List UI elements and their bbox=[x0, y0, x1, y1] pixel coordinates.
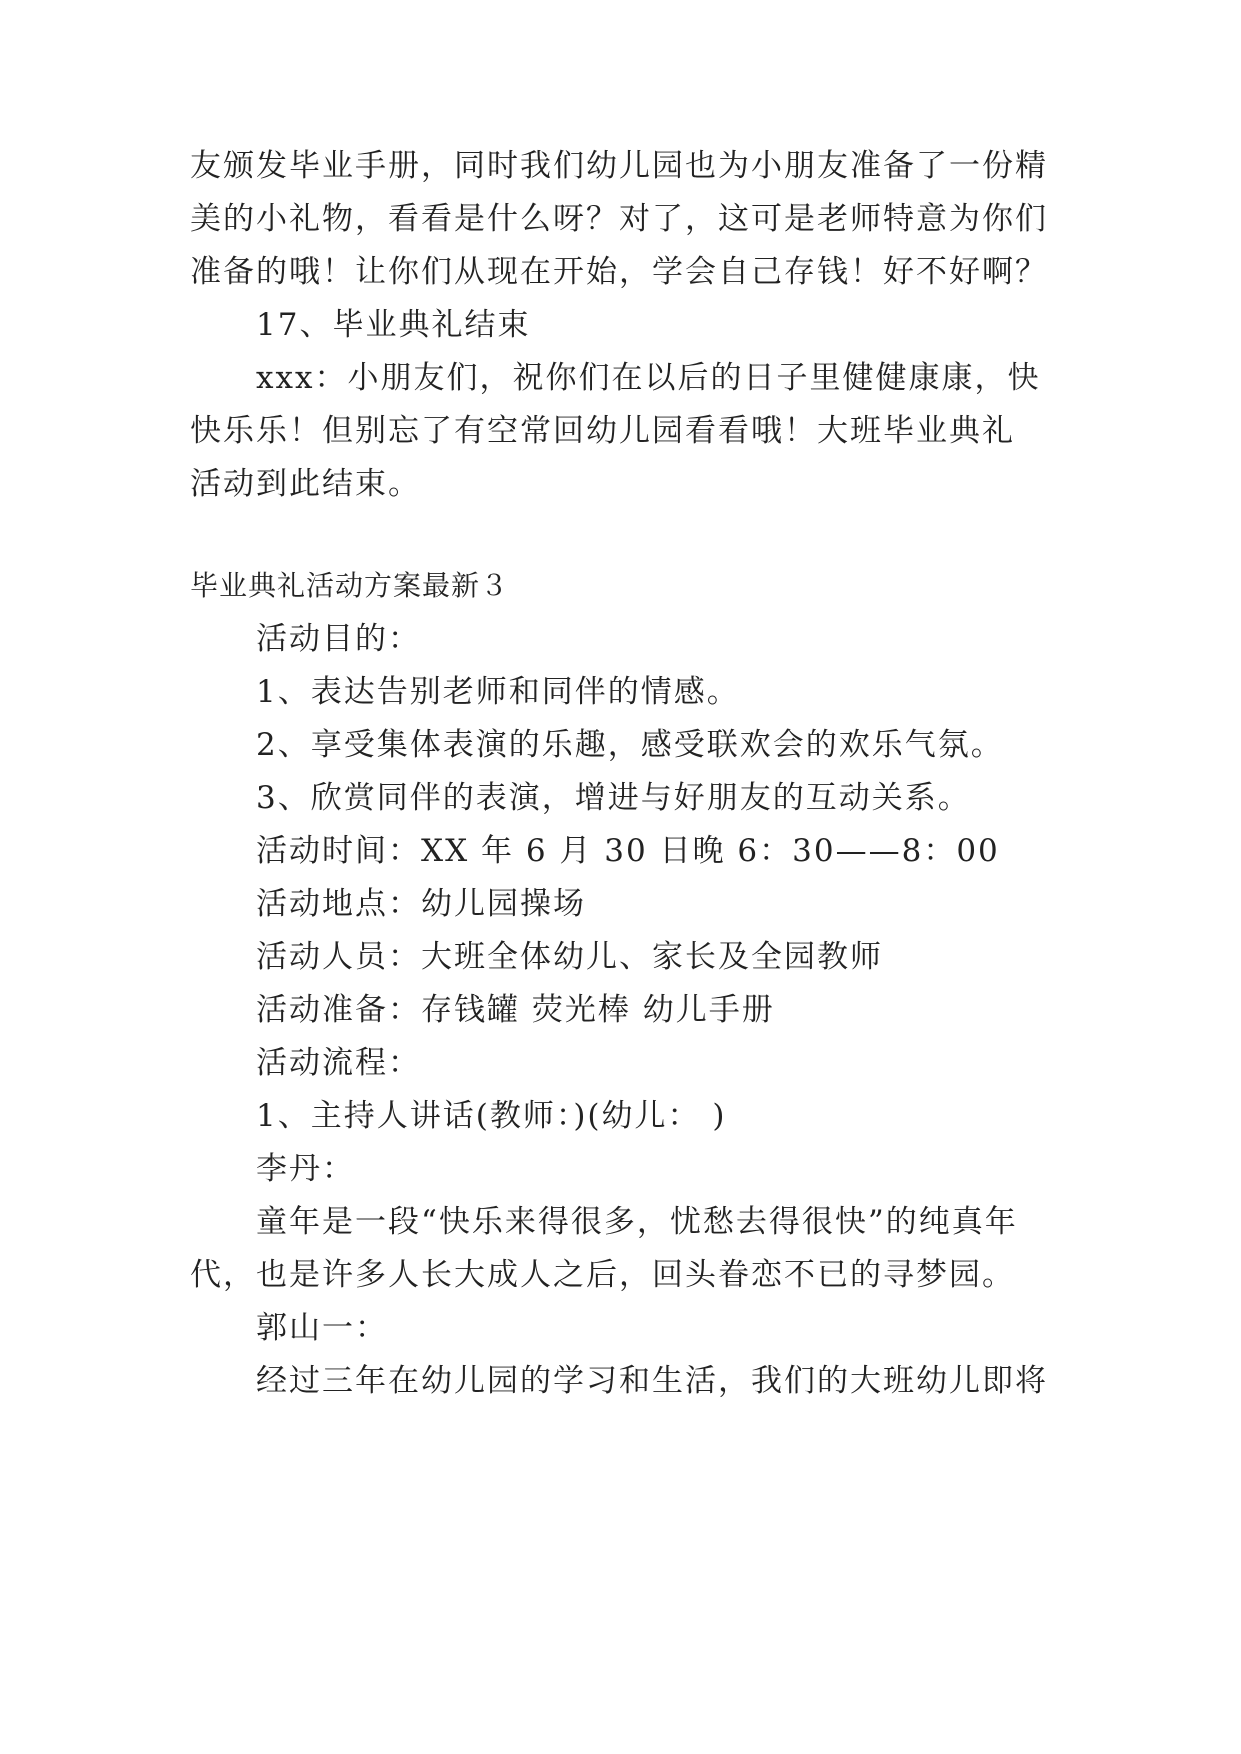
activity-people: 活动人员：大班全体幼儿、家长及全园教师 bbox=[256, 939, 883, 975]
purpose-item: 3、欣赏同伴的表演，增进与好朋友的互动关系。 bbox=[256, 780, 971, 816]
speaker-name: 李丹： bbox=[256, 1151, 355, 1187]
activity-preparation: 活动准备：存钱罐 荧光棒 幼儿手册 bbox=[256, 992, 775, 1028]
activity-place: 活动地点：幼儿园操场 bbox=[256, 886, 586, 922]
paragraph-line: 美的小礼物，看看是什么呀？对了，这可是老师特意为你们 bbox=[190, 201, 1048, 237]
paragraph-line: 友颁发毕业手册，同时我们幼儿园也为小朋友准备了一份精 bbox=[190, 148, 1048, 184]
list-item-17: 17、毕业典礼结束 bbox=[256, 307, 531, 343]
section-title: 毕业典礼活动方案最新３ bbox=[190, 569, 510, 602]
speech-line: 经过三年在幼儿园的学习和生活，我们的大班幼儿即将 bbox=[256, 1363, 1048, 1399]
speaker-name: 郭山一： bbox=[256, 1310, 388, 1346]
closing-line: xxx：小朋友们，祝你们在以后的日子里健健康康，快 bbox=[256, 360, 1041, 396]
purpose-item: 2、享受集体表演的乐趣，感受联欢会的欢乐气氛。 bbox=[256, 727, 1004, 763]
closing-line: 快乐乐！但别忘了有空常回幼儿园看看哦！大班毕业典礼 bbox=[190, 413, 1015, 449]
speech-line: 童年是一段“快乐来得很多，忧愁去得很快”的纯真年 bbox=[256, 1204, 1018, 1240]
closing-line: 活动到此结束。 bbox=[190, 466, 421, 502]
purpose-item: 1、表达告别老师和同伴的情感。 bbox=[256, 674, 740, 710]
paragraph-line: 准备的哦！让你们从现在开始，学会自己存钱！好不好啊？ bbox=[190, 254, 1048, 290]
activity-time: 活动时间：XX 年 6 月 30 日晚 6：30——8：00 bbox=[256, 833, 1000, 869]
purpose-label: 活动目的： bbox=[256, 621, 421, 657]
speech-line: 代，也是许多人长大成人之后，回头眷恋不已的寻梦园。 bbox=[190, 1257, 1015, 1293]
process-step: 1、主持人讲话(教师：)(幼儿： ) bbox=[256, 1098, 727, 1134]
process-label: 活动流程： bbox=[256, 1045, 421, 1081]
